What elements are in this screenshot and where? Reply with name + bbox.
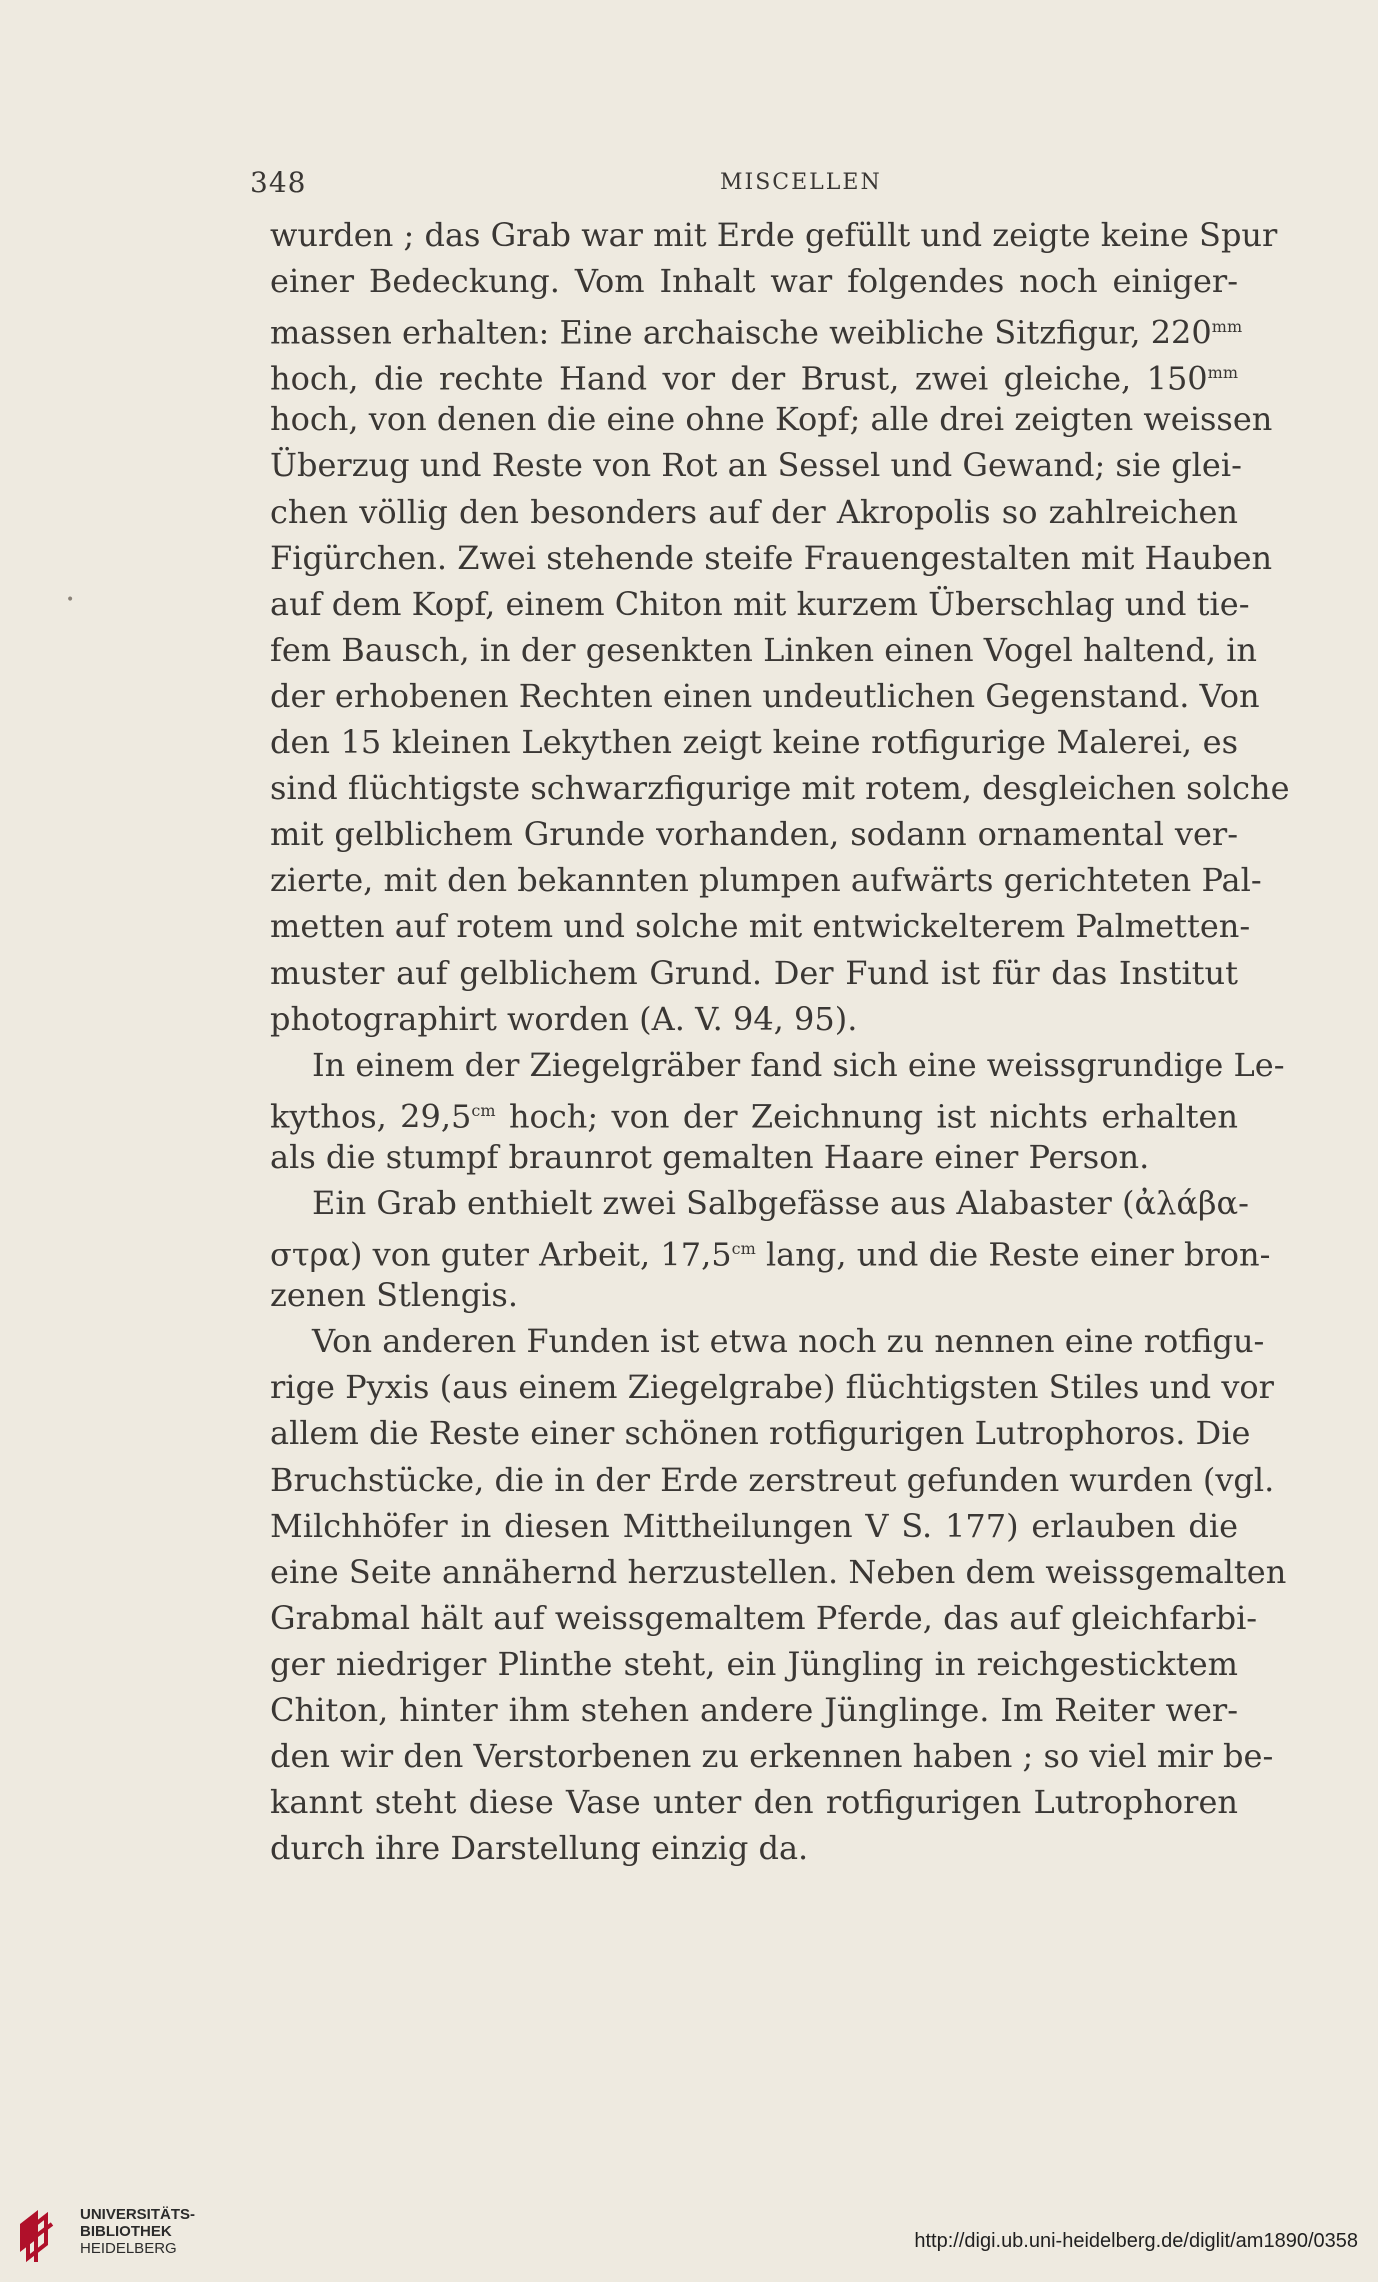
- text-line: den wir den Verstorbenen zu erkennen haben ; so viel mir be-: [270, 1737, 1274, 1776]
- margin-mark: •: [66, 592, 75, 608]
- library-logo-icon: [14, 2204, 74, 2264]
- text-line: zierte, mit den bekannten plumpen aufwärts gerichteten Pal-: [270, 861, 1262, 900]
- text-line: durch ihre Darstellung einzig da.: [270, 1829, 809, 1868]
- text-line: Figürchen. Zwei stehende steife Frauengestalten mit Hauben: [270, 538, 1273, 577]
- text-line: den 15 kleinen Lekythen zeigt keine rotfigurige Malerei, es: [270, 723, 1238, 762]
- text-line: metten auf rotem und solche mit entwickelterem Palmetten-: [270, 907, 1251, 946]
- text-line: Chiton, hinter ihm stehen andere Jünglinge. Im Reiter wer-: [270, 1691, 1238, 1729]
- text-line: eine Seite annähernd herzustellen. Neben dem weissgemalten: [270, 1552, 1287, 1591]
- text-line: rige Pyxis (aus einem Ziegelgrabe) flüchtigsten Stiles und vor: [270, 1368, 1274, 1407]
- text-line: Milchhöfer in diesen Mittheilungen V S. 177) erlauben die: [270, 1506, 1238, 1545]
- text-line: Von anderen Funden ist etwa noch zu nennen eine rotfigu-: [312, 1322, 1265, 1361]
- text-line: einer Bedeckung. Vom Inhalt war folgendes noch einiger-: [270, 262, 1238, 301]
- text-line: kythos, $29,5^{cm}$ hoch; von der Zeichnung ist nichts erhalten: [270, 1097, 1239, 1136]
- text-line: kannt steht diese Vase unter den rotfigurigen Lutrophoren: [270, 1783, 1238, 1822]
- text-line: als die stumpf braunrot gemalten Haare einer Person.: [270, 1137, 1150, 1176]
- text-line: photographirt worden (A. V. 94, 95).: [270, 999, 858, 1038]
- running-head: MISCELLEN: [720, 170, 882, 195]
- text-line: sind flüchtigste schwarzfigurige mit rotem, desgleichen solche: [270, 769, 1290, 808]
- text-line: ger niedriger Plinthe steht, ein Jüngling in reichgesticktem: [270, 1644, 1238, 1683]
- text-line: στρα) von guter Arbeit, $17,5^{cm}$ lang, und die Reste einer bron-: [270, 1235, 1271, 1274]
- source-url-link[interactable]: http://digi.ub.uni-heidelberg.de/diglit/am1890/0358: [914, 2230, 1358, 2252]
- page-number: 348: [250, 166, 307, 199]
- text-line: allem die Reste einer schönen rotfigurigen Lutrophoros. Die: [270, 1414, 1251, 1453]
- text-line: Bruchstücke, die in der Erde zerstreut gefunden wurden (vgl.: [270, 1460, 1275, 1499]
- text-line: chen völlig den besonders auf der Akropolis so zahlreichen: [270, 492, 1238, 531]
- text-line: hoch, die rechte Hand vor der Brust, zwei gleiche, $150^{mm}$: [270, 359, 1238, 398]
- text-line: Grabmal hält auf weissgemaltem Pferde, das auf gleichfarbi-: [270, 1598, 1258, 1637]
- text-line: muster auf gelblichem Grund. Der Fund ist für das Institut: [270, 953, 1238, 992]
- library-name: UNIVERSITÄTS- BIBLIOTHEK HEIDELBERG: [80, 2206, 196, 2257]
- text-line: wurden ; das Grab war mit Erde gefüllt und zeigte keine Spur: [270, 216, 1278, 254]
- footer: [0, 2190, 1378, 2282]
- text-line: zenen Stlengis.: [270, 1276, 518, 1315]
- text-line: fem Bausch, in der gesenkten Linken einen Vogel haltend, in: [270, 630, 1258, 669]
- text-line: In einem der Ziegelgräber fand sich eine weissgrundige Le-: [312, 1045, 1285, 1084]
- text-line: mit gelblichem Grunde vorhanden, sodann ornamental ver-: [270, 815, 1238, 854]
- text-line: Überzug und Reste von Rot an Sessel und Gewand; sie glei-: [270, 446, 1242, 485]
- text-line: massen erhalten: Eine archaische weibliche Sitzfigur, $220^{mm}$: [270, 313, 1243, 352]
- text-line: Ein Grab enthielt zwei Salbgefässe aus Alabaster (ἀλάβα-: [312, 1183, 1249, 1222]
- text-line: hoch, von denen die eine ohne Kopf; alle drei zeigten weissen: [270, 400, 1273, 439]
- body-text: [270, 212, 1290, 1871]
- page-header: [250, 166, 1250, 206]
- text-line: der erhobenen Rechten einen undeutlichen Gegenstand. Von: [270, 676, 1260, 715]
- text-line: auf dem Kopf, einem Chiton mit kurzem Überschlag und tie-: [270, 584, 1250, 623]
